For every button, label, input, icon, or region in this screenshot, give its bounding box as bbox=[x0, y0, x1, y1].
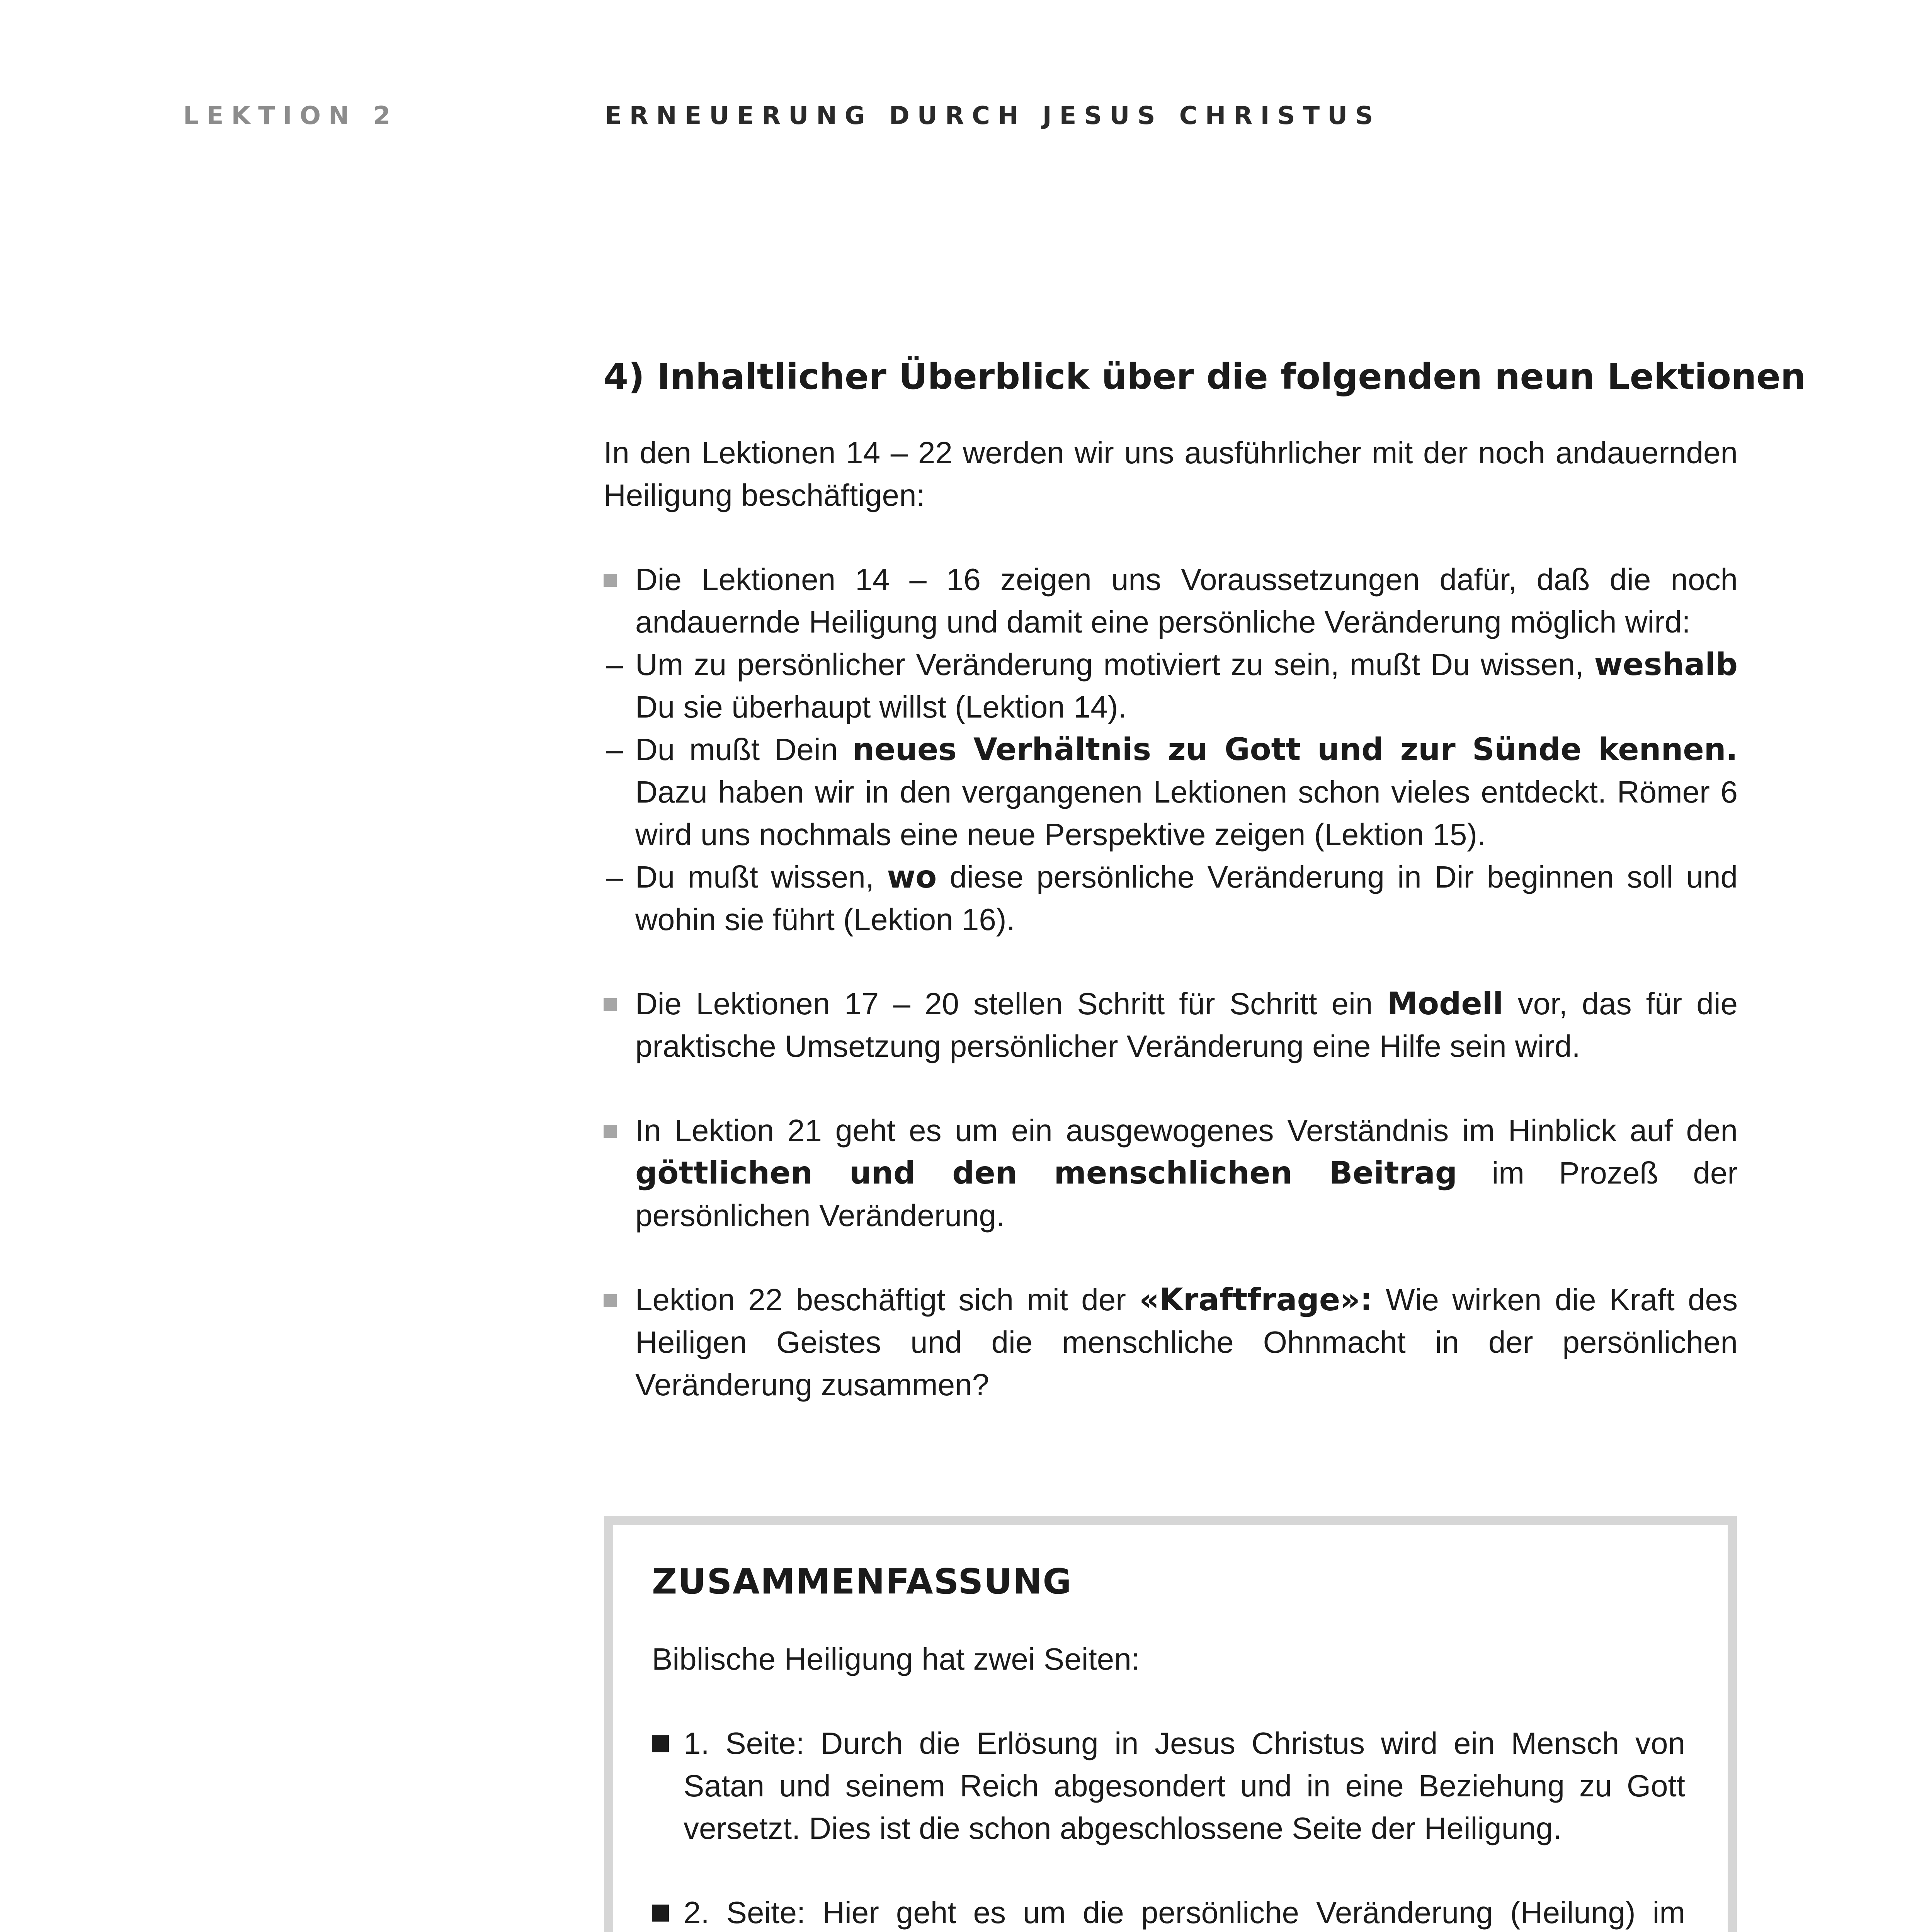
summary-intro: Biblische Heiligung hat zwei Seiten: bbox=[652, 1642, 1140, 1676]
running-head-title: ERNEUERUNG DURCH JESUS CHRISTUS bbox=[605, 102, 1381, 130]
dash-text-after: diese persönliche Veränderung in Dir beginnen soll und wohin sie führt (Lektion 16). bbox=[635, 860, 1738, 937]
square-bullet-icon bbox=[652, 1735, 669, 1752]
bullet-item bbox=[604, 1279, 1738, 1406]
bullet-text-before: Lektion 22 beschäftigt sich mit der bbox=[635, 1282, 1140, 1317]
square-bullet-icon bbox=[604, 574, 617, 587]
main-content bbox=[604, 354, 1806, 1406]
dash-text-before: Du mußt Dein bbox=[635, 732, 852, 767]
intro-paragraph: In den Lektionen 14 – 22 werden wir uns ausführlicher mit der noch andauernden Heiligung beschäftigen: bbox=[604, 435, 1738, 512]
summary-item-block bbox=[652, 1891, 1685, 1932]
dash-text-bold: wo bbox=[887, 859, 937, 895]
overview-block-lesson-21 bbox=[604, 1109, 1738, 1237]
summary-title: ZUSAMMENFASSUNG bbox=[652, 1561, 1072, 1602]
bullet-text-bold: «Kraftfrage»: bbox=[1139, 1282, 1373, 1318]
dash-text-bold: neues Verhältnis zu Gott und zur Sünde kennen. bbox=[852, 731, 1738, 767]
dash-bullet-icon: – bbox=[606, 732, 623, 767]
dash-text-after: Du sie überhaupt willst (Lektion 14). bbox=[635, 690, 1127, 724]
dash-text-before: Du mußt wissen, bbox=[635, 860, 887, 894]
square-bullet-icon bbox=[604, 1125, 617, 1138]
bullet-text-before: In Lektion 21 geht es um ein ausgewogenes Verständnis im Hinblick auf den bbox=[635, 1113, 1738, 1148]
summary-box bbox=[604, 1516, 1737, 1932]
bullet-text-after: im Prozeß der persönlichen Veränderung. bbox=[635, 1156, 1738, 1233]
dash-text-after: Dazu haben wir in den vergangenen Lektionen schon vieles entdeckt. Römer 6 wird uns nochmals eine neue Perspektive zeigen (Lektion 15). bbox=[635, 775, 1738, 852]
summary-item-block bbox=[652, 1722, 1685, 1850]
overview-block-lessons-14-16 bbox=[604, 558, 1738, 941]
dash-bullet-icon: – bbox=[606, 647, 623, 682]
bullet-item bbox=[604, 558, 1738, 643]
overview-block-lessons-17-20 bbox=[604, 983, 1738, 1068]
bullet-item bbox=[604, 1109, 1738, 1237]
square-bullet-icon bbox=[652, 1905, 669, 1922]
dash-text-before: Um zu persönlicher Veränderung motiviert zu sein, mußt Du wissen, bbox=[635, 647, 1594, 682]
bullet-text-bold: göttlichen und den menschlichen Beitrag bbox=[635, 1155, 1458, 1191]
dash-item bbox=[604, 728, 1738, 856]
summary-item bbox=[652, 1891, 1685, 1932]
section-heading: 4) Inhaltlicher Überblick über die folgenden neun Lektionen bbox=[604, 356, 1806, 397]
bullet-text-after: vor, das für die praktische Umsetzung persönlicher Veränderung eine Hilfe sein wird. bbox=[635, 986, 1738, 1063]
dash-bullet-icon: – bbox=[606, 860, 623, 894]
bullet-text: Die Lektionen 14 – 16 zeigen uns Voraussetzungen dafür, daß die noch andauernde Heiligung und damit eine persönliche Veränderung möglich wird: bbox=[635, 562, 1738, 639]
square-bullet-icon bbox=[604, 1294, 617, 1307]
summary-item-text: 2. Seite: Hier geht es um die persönliche Veränderung (Heilung) im bbox=[684, 1895, 1685, 1930]
bullet-text-before: Die Lektionen 17 – 20 stellen Schritt für Schritt ein bbox=[635, 986, 1387, 1021]
dash-item bbox=[604, 643, 1738, 728]
summary-item-text: 1. Seite: Durch die Erlösung in Jesus Christus wird ein Mensch von Satan und seinem Reich abgesondert und in eine Beziehung zu Gott versetzt. Dies ist die schon abgeschlossene Seite der Heiligung. bbox=[684, 1726, 1685, 1845]
overview-block-lesson-22 bbox=[604, 1279, 1738, 1406]
bullet-text-after: Wie wirken die Kraft des Heiligen Geistes und die menschliche Ohnmacht in der persönlichen Veränderung zusammen? bbox=[635, 1282, 1738, 1402]
summary-item bbox=[652, 1722, 1685, 1850]
square-bullet-icon bbox=[604, 998, 617, 1011]
bullet-text-bold: Modell bbox=[1387, 986, 1504, 1022]
bullet-item bbox=[604, 983, 1738, 1068]
dash-item bbox=[604, 856, 1738, 941]
dash-text-bold: weshalb bbox=[1594, 646, 1738, 682]
running-head-lesson: LEKTION 2 bbox=[183, 102, 398, 130]
